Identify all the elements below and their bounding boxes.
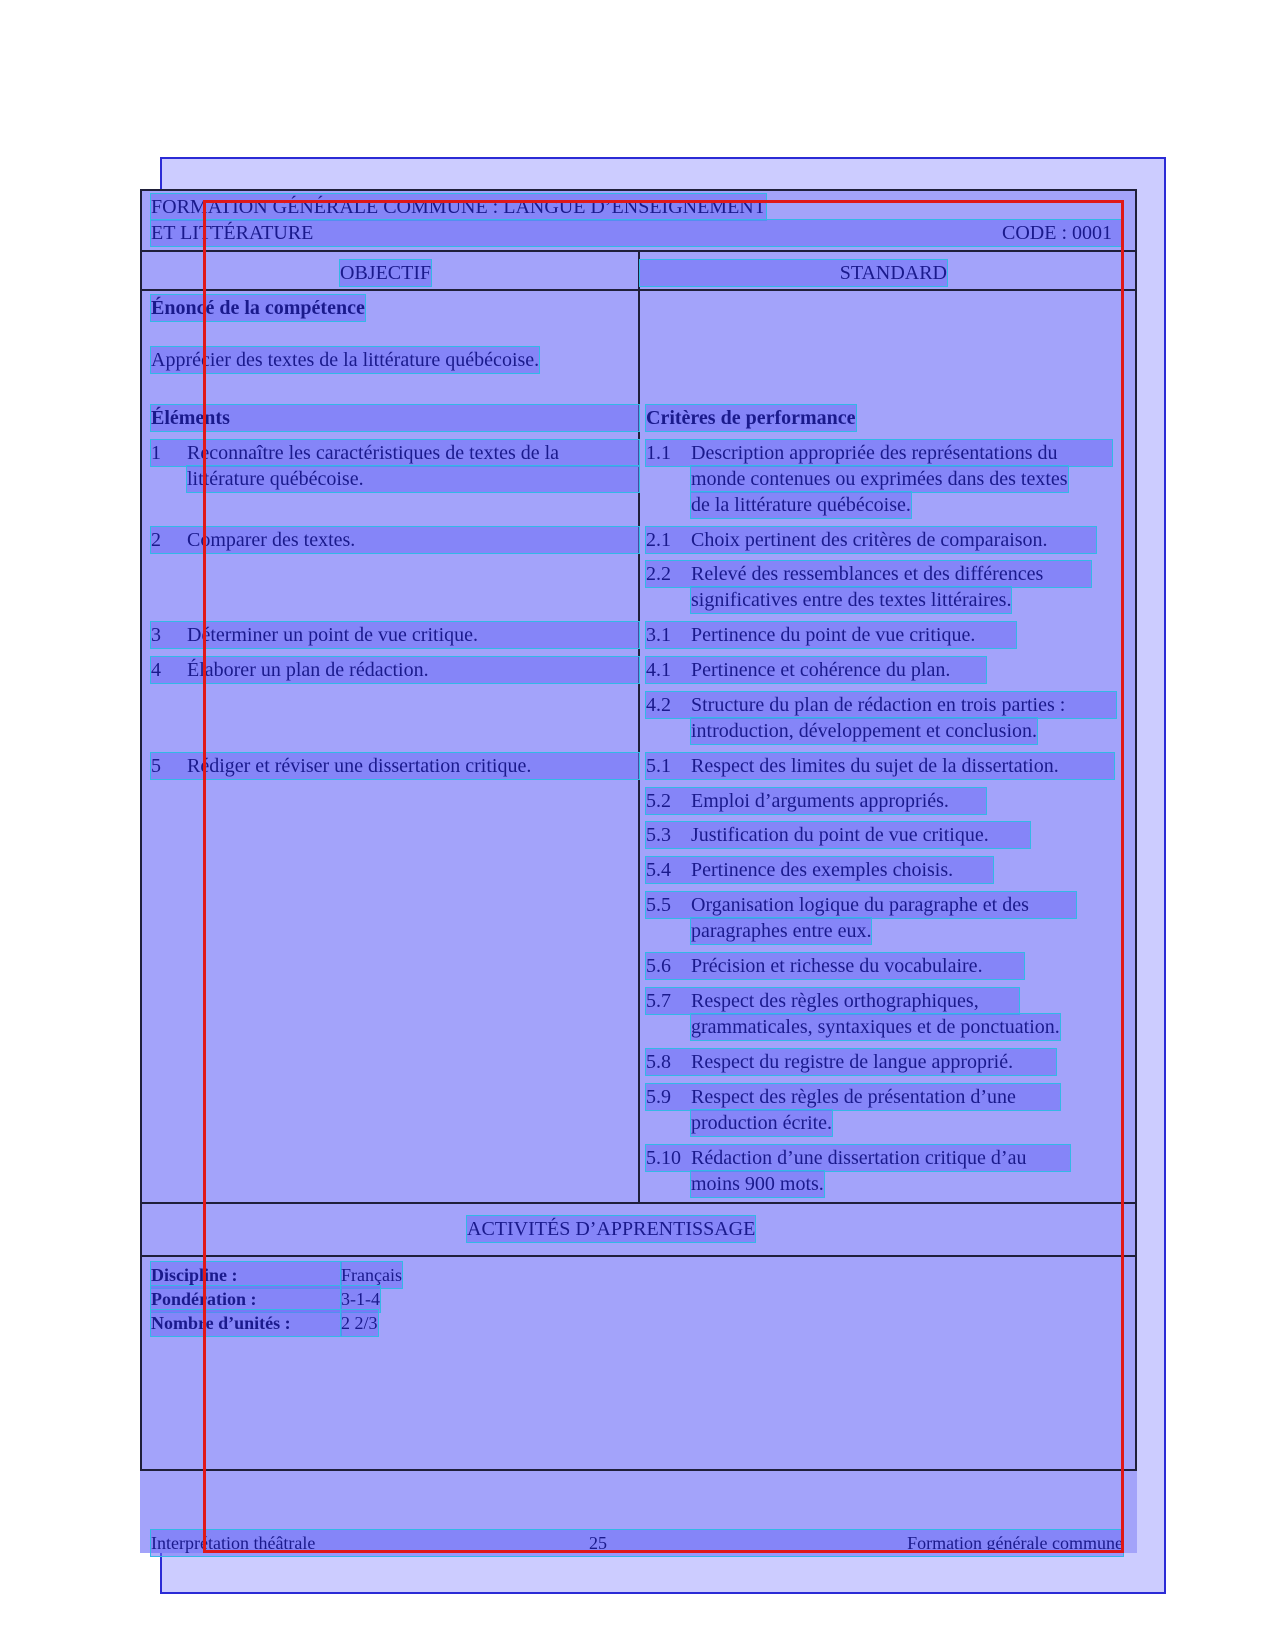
activities-title: ACTIVITÉS D’APPRENTISSAGE [467, 1218, 756, 1240]
criterion-text: Emploi d’arguments appropriés. [691, 790, 949, 812]
criterion-5-5 [646, 892, 1076, 918]
criterion-2-2 [646, 561, 1091, 587]
criterion-5-9 [646, 1084, 1060, 1110]
criterion-number: 5.3 [646, 824, 671, 846]
criterion-number: 3.1 [646, 624, 671, 646]
criterion-5-5-line2: paragraphes entre eux. [691, 920, 872, 942]
criterion-number: 5.6 [646, 955, 671, 977]
criterion-5-1 [646, 753, 1114, 779]
criterion-text: Respect des limites du sujet de la dissertation. [691, 755, 1059, 777]
element-row-3 [151, 622, 639, 648]
criterion-1-1 [646, 440, 1112, 466]
footer-bar [151, 1530, 1123, 1556]
elements-heading: Éléments [151, 405, 639, 431]
criterion-text: Pertinence et cohérence du plan. [691, 659, 951, 681]
element-row-1 [151, 440, 639, 466]
element-number: 2 [151, 529, 161, 551]
criterion-number: 1.1 [646, 442, 671, 464]
criterion-5-8 [646, 1049, 1056, 1075]
criterion-2-2-line2: significatives entre des textes littéraires. [691, 589, 1012, 611]
criterion-5-7-line2: grammaticales, syntaxiques et de ponctuation. [691, 1016, 1060, 1038]
activities-top-rule [140, 1202, 1137, 1204]
criterion-number: 5.7 [646, 990, 671, 1012]
activities-bottom-rule [140, 1255, 1137, 1257]
ponderation-label: Pondération : [151, 1286, 341, 1312]
competence-statement: Apprécier des textes de la littérature québécoise. [151, 349, 540, 371]
criterion-1-1-line3: de la littérature québécoise. [691, 494, 911, 516]
element-text: Rédiger et réviser une dissertation critique. [187, 755, 532, 777]
criterion-2-1 [646, 527, 1096, 553]
element-number: 4 [151, 659, 161, 681]
element-text: Élaborer un plan de rédaction. [187, 659, 429, 681]
criterion-number: 2.2 [646, 563, 671, 585]
criterion-text: Description appropriée des représentations du [691, 442, 1058, 464]
column-divider [638, 250, 640, 1203]
column-header-standard: STANDARD [640, 260, 947, 286]
column-header-objectif: OBJECTIF [340, 262, 432, 284]
criterion-4-1 [646, 657, 986, 683]
footer-left: Interprétation théâtrale [151, 1533, 316, 1553]
competence-heading: Énoncé de la compétence [151, 297, 365, 319]
criterion-text: Organisation logique du paragraphe et des [691, 894, 1029, 916]
criterion-5-4 [646, 857, 993, 883]
course-code: CODE : 0001 [1002, 222, 1112, 244]
criterion-number: 5.9 [646, 1086, 671, 1108]
criterion-5-3 [646, 822, 1030, 848]
criteria-heading: Critères de performance [646, 407, 856, 429]
criterion-text: Justification du point de vue critique. [691, 824, 989, 846]
element-text: Reconnaître les caractéristiques de textes de la [187, 442, 560, 464]
criterion-5-9-line2: production écrite. [691, 1112, 833, 1134]
criterion-3-1 [646, 622, 1016, 648]
criterion-text: Respect des règles de présentation d’une [691, 1086, 1016, 1108]
units-label: Nombre d’unités : [151, 1310, 341, 1336]
element-row-1-cont: littérature québécoise. [187, 466, 639, 492]
criterion-number: 5.4 [646, 859, 671, 881]
criterion-number: 2.1 [646, 529, 671, 551]
criterion-text: Pertinence des exemples choisis. [691, 859, 954, 881]
ponderation-value: 3-1-4 [341, 1286, 380, 1312]
criterion-text: Pertinence du point de vue critique. [691, 624, 976, 646]
criterion-number: 5.10 [646, 1147, 681, 1169]
header-title-line1: FORMATION GÉNÉRALE COMMUNE : LANGUE D’ENSEIGNEMENT [151, 196, 766, 218]
criterion-text: Respect du registre de langue approprié. [691, 1051, 1014, 1073]
criterion-number: 5.1 [646, 755, 671, 777]
criterion-text: Choix pertinent des critères de comparaison. [691, 529, 1048, 551]
criterion-number: 4.1 [646, 659, 671, 681]
criterion-number: 5.8 [646, 1051, 671, 1073]
criterion-number: 4.2 [646, 694, 671, 716]
element-row-4 [151, 657, 639, 683]
criterion-number: 5.5 [646, 894, 671, 916]
criterion-5-6 [646, 953, 1024, 979]
criterion-1-1-line2: monde contenues ou exprimées dans des textes [691, 468, 1068, 490]
criterion-5-10 [646, 1145, 1070, 1171]
criterion-text: Relevé des ressemblances et des différences [691, 563, 1044, 585]
criterion-5-7 [646, 988, 1019, 1014]
criterion-4-2-line2: introduction, développement et conclusion. [691, 720, 1038, 742]
element-number: 3 [151, 624, 161, 646]
element-row-5 [151, 753, 639, 779]
discipline-value: Français [341, 1262, 402, 1288]
footer-page-number: 25 [589, 1533, 607, 1553]
criterion-4-2 [646, 692, 1116, 718]
element-text: Comparer des textes. [187, 529, 356, 551]
element-text: Déterminer un point de vue critique. [187, 624, 479, 646]
criterion-text: Respect des règles orthographiques, [691, 990, 979, 1012]
header-title-line2: ET LITTÉRATURE [151, 220, 1123, 246]
criterion-text: Précision et richesse du vocabulaire. [691, 955, 983, 977]
criterion-5-10-line2: moins 900 mots. [691, 1173, 824, 1195]
footer-right: Formation générale commune [907, 1533, 1123, 1553]
element-row-2 [151, 527, 639, 553]
criterion-text: Rédaction d’une dissertation critique d’au [691, 1147, 1027, 1169]
criterion-text: Structure du plan de rédaction en trois parties : [691, 694, 1066, 716]
element-number: 5 [151, 755, 161, 777]
element-number: 1 [151, 442, 161, 464]
discipline-label: Discipline : [151, 1262, 341, 1288]
units-value: 2 2/3 [341, 1310, 378, 1336]
criterion-5-2 [646, 788, 986, 814]
criterion-number: 5.2 [646, 790, 671, 812]
